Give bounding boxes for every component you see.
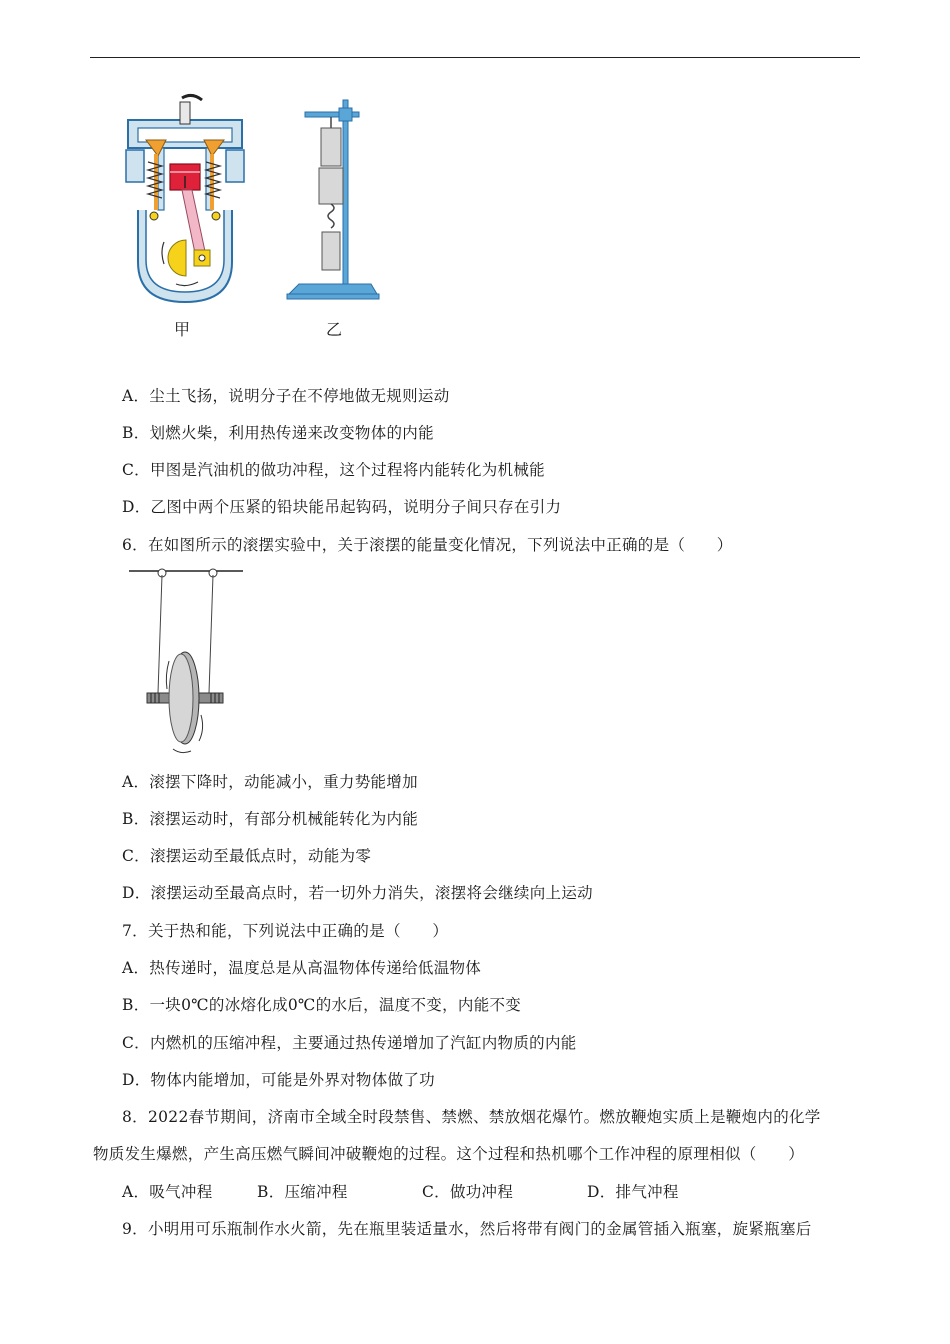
q8-option-b: B．压缩冲程 bbox=[257, 1183, 348, 1201]
q6-option-b: B．滚摆运动时，有部分机械能转化为内能 bbox=[122, 810, 419, 828]
q7-option-b: B．一块0℃的冰熔化成0℃的水后，温度不变，内能不变 bbox=[122, 996, 522, 1014]
q8-stem-line2: 物质发生爆燃，产生高压燃气瞬间冲破鞭炮的过程。这个过程和热机哪个工作冲程的原理相似（ ） bbox=[93, 1145, 805, 1163]
q9-stem-line1: 9．小明用可乐瓶制作水火箭，先在瓶里装适量水，然后将带有阀门的金属管插入瓶塞，旋紧瓶塞后 bbox=[122, 1220, 812, 1238]
q8-options-row bbox=[122, 1182, 679, 1202]
q8-option-c: C．做功冲程 bbox=[422, 1183, 514, 1201]
q7-option-d: D．物体内能增加，可能是外界对物体做了功 bbox=[122, 1071, 435, 1089]
lead-block-stand-diagram bbox=[285, 98, 380, 303]
q8-stem-line1: 8．2022春节期间，济南市全域全时段禁售、禁燃、禁放烟花爆竹。燃放鞭炮实质上是鞭炮内的化学 bbox=[122, 1108, 821, 1126]
q6-option-a: A．滚摆下降时，动能减小，重力势能增加 bbox=[122, 773, 418, 791]
q5-option-c: C．甲图是汽油机的做功冲程，这个过程将内能转化为机械能 bbox=[122, 461, 545, 479]
q6-stem: 6．在如图所示的滚摆实验中，关于滚摆的能量变化情况，下列说法中正确的是（ ） bbox=[122, 536, 733, 554]
q6-option-d: D．滚摆运动至最高点时，若一切外力消失，滚摆将会继续向上运动 bbox=[122, 884, 593, 902]
q8-option-d: D．排气冲程 bbox=[587, 1183, 679, 1201]
q5-option-b: B．划燃火柴，利用热传递来改变物体的内能 bbox=[122, 424, 434, 442]
header-rule bbox=[90, 57, 860, 58]
engine-diagram bbox=[120, 92, 250, 307]
q7-option-a: A．热传递时，温度总是从高温物体传递给低温物体 bbox=[122, 959, 482, 977]
figure-caption-jia: 甲 bbox=[174, 320, 191, 339]
q7-option-c: C．内燃机的压缩冲程，主要通过热传递增加了汽缸内物质的内能 bbox=[122, 1034, 577, 1052]
q7-stem: 7．关于热和能，下列说法中正确的是（ ） bbox=[122, 922, 449, 940]
q5-option-a: A．尘土飞扬，说明分子在不停地做无规则运动 bbox=[122, 387, 450, 405]
maxwell-wheel-diagram bbox=[125, 565, 247, 765]
q8-option-a: A．吸气冲程 bbox=[122, 1183, 213, 1201]
q5-option-d: D．乙图中两个压紧的铅块能吊起钩码，说明分子间只存在引力 bbox=[122, 498, 562, 516]
q6-option-c: C．滚摆运动至最低点时，动能为零 bbox=[122, 847, 372, 865]
figure-caption-yi: 乙 bbox=[326, 320, 343, 339]
